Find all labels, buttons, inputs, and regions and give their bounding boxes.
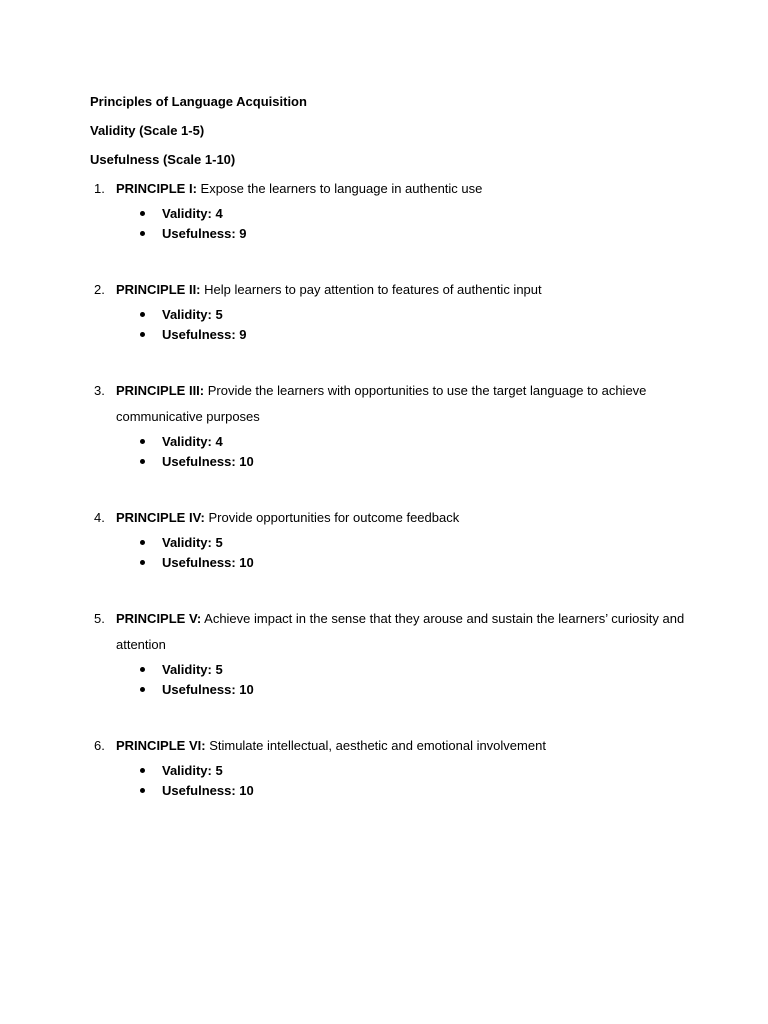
principle-item xyxy=(90,378,690,472)
validity-rating-text: Validity: 5 xyxy=(162,662,223,677)
document-title: Principles of Language Acquisition xyxy=(90,94,307,109)
usefulness-rating xyxy=(90,680,690,700)
principle-label: PRINCIPLE VI: xyxy=(116,738,206,753)
principle-label: PRINCIPLE II: xyxy=(116,282,201,297)
validity-rating-text: Validity: 5 xyxy=(162,763,223,778)
principle-number: 4. xyxy=(94,510,105,525)
usefulness-rating-text: Usefulness: 10 xyxy=(162,682,254,697)
bullet-icon xyxy=(140,312,145,317)
principle-text: Help learners to pay attention to features of authentic input xyxy=(200,282,542,297)
usefulness-rating xyxy=(90,553,690,573)
bullet-icon xyxy=(140,231,145,236)
principle-number: 2. xyxy=(94,282,105,297)
rating-list xyxy=(90,432,690,472)
principle-label: PRINCIPLE V: xyxy=(116,611,202,626)
usefulness-rating-text: Usefulness: 10 xyxy=(162,555,254,570)
rating-list xyxy=(90,533,690,573)
rating-list xyxy=(90,660,690,700)
validity-rating xyxy=(90,305,690,325)
bullet-icon xyxy=(140,687,145,692)
principle-heading xyxy=(90,733,690,759)
bullet-icon xyxy=(140,560,145,565)
usefulness-rating-text: Usefulness: 9 xyxy=(162,327,247,342)
principle-heading xyxy=(90,176,690,202)
principle-label: PRINCIPLE I: xyxy=(116,181,197,196)
usefulness-rating xyxy=(90,325,690,345)
bullet-icon xyxy=(140,439,145,444)
validity-rating-text: Validity: 5 xyxy=(162,307,223,322)
principle-number: 1. xyxy=(94,181,105,196)
rating-list xyxy=(90,305,690,345)
validity-scale-heading: Validity (Scale 1-5) xyxy=(90,123,205,138)
bullet-icon xyxy=(140,332,145,337)
usefulness-rating xyxy=(90,781,690,801)
validity-rating xyxy=(90,761,690,781)
principle-heading xyxy=(90,505,690,531)
principle-heading xyxy=(90,606,690,658)
principle-text: Provide opportunities for outcome feedback xyxy=(204,510,460,525)
bullet-icon xyxy=(140,768,145,773)
principle-label: PRINCIPLE IV: xyxy=(116,510,205,525)
principle-text: Expose the learners to language in authentic use xyxy=(196,181,483,196)
usefulness-rating-text: Usefulness: 10 xyxy=(162,783,254,798)
bullet-icon xyxy=(140,459,145,464)
principle-text: Stimulate intellectual, aesthetic and emotional involvement xyxy=(205,738,546,753)
usefulness-rating-text: Usefulness: 10 xyxy=(162,454,254,469)
principle-number: 5. xyxy=(94,611,105,626)
usefulness-scale-heading: Usefulness (Scale 1-10) xyxy=(90,152,236,167)
validity-rating-text: Validity: 5 xyxy=(162,535,223,550)
bullet-icon xyxy=(140,540,145,545)
principle-item xyxy=(90,277,690,345)
principle-item xyxy=(90,505,690,573)
bullet-icon xyxy=(140,211,145,216)
principle-number: 3. xyxy=(94,383,105,398)
principle-label: PRINCIPLE III: xyxy=(116,383,205,398)
principle-text: Provide the learners with opportunities to use the target language to achieve communicative purposes xyxy=(116,383,647,424)
usefulness-rating-text: Usefulness: 9 xyxy=(162,226,247,241)
principle-heading xyxy=(90,378,690,430)
principle-heading xyxy=(90,277,690,303)
usefulness-rating xyxy=(90,452,690,472)
principle-text: Achieve impact in the sense that they arouse and sustain the learners’ curiosity and attention xyxy=(116,611,685,652)
principle-item xyxy=(90,176,690,244)
validity-rating xyxy=(90,660,690,680)
validity-rating xyxy=(90,432,690,452)
rating-list xyxy=(90,204,690,244)
principle-item xyxy=(90,606,690,700)
rating-list xyxy=(90,761,690,801)
principle-item xyxy=(90,733,690,801)
bullet-icon xyxy=(140,788,145,793)
validity-rating xyxy=(90,533,690,553)
principle-number: 6. xyxy=(94,738,105,753)
validity-rating xyxy=(90,204,690,224)
bullet-icon xyxy=(140,667,145,672)
validity-rating-text: Validity: 4 xyxy=(162,206,223,221)
validity-rating-text: Validity: 4 xyxy=(162,434,223,449)
usefulness-rating xyxy=(90,224,690,244)
